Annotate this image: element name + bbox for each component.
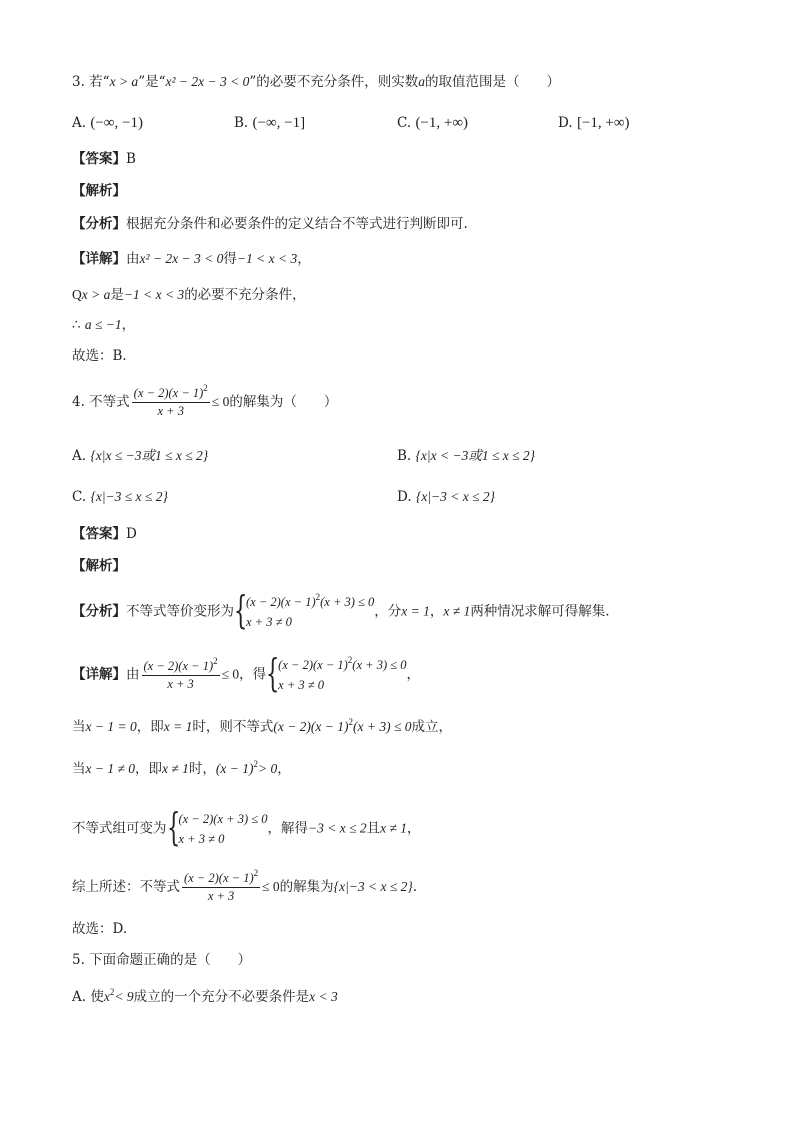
q4-prefix: 4. 不等式: [72, 394, 130, 410]
text: 得: [223, 251, 237, 267]
q4-fraction-2: [142, 655, 220, 693]
option-value: {x|−3 < x ≤ 2}: [415, 489, 496, 504]
q3-conclusion: [72, 346, 136, 366]
text: 成立，: [411, 719, 453, 735]
text: 不等式等价变形为: [126, 603, 234, 620]
math: x = 1: [163, 719, 193, 734]
q3-option-d: [558, 113, 630, 133]
q3-tail: 的取值范围是（ ）: [425, 74, 561, 90]
q3-mid: ”是“: [138, 74, 166, 90]
q3-step2: [72, 285, 306, 305]
answer-value: D: [126, 526, 137, 542]
q3-answer: [72, 149, 136, 169]
q5-stem: [72, 950, 251, 970]
q3-step3: [72, 315, 135, 335]
math: (x − 2)(x − 1): [273, 719, 349, 734]
q3-analysis-tag: [72, 181, 126, 201]
text: A. 使: [72, 989, 104, 1005]
answer-value: B: [126, 151, 136, 167]
analysis-label: 【解析】: [72, 558, 126, 574]
answer-tag: 【答案】: [72, 526, 126, 542]
q4-system-1: { $(x - 2)(x - 1)^2(x + 3) \le 0$ x + 3 ≠ 0: [234, 588, 375, 632]
math: (x + 3) ≤ 0: [320, 595, 375, 609]
denominator: x + 3: [167, 676, 194, 691]
q3-condition-1: x > a: [109, 74, 139, 89]
math: x ≠ 1: [443, 603, 471, 619]
text: ，: [277, 761, 291, 777]
answer-tag: 【答案】: [72, 151, 126, 167]
text: 的必要不充分条件，: [184, 287, 306, 303]
math: −1 < x < 3: [236, 251, 298, 266]
option-letter: D.: [558, 115, 573, 131]
q4-system-3: { (x − 2)(x + 3) ≤ 0 x + 3 ≠ 0: [166, 805, 268, 849]
math: x ≠ 1: [162, 761, 189, 776]
q3-var: a: [418, 74, 426, 89]
option-value: (−∞, −1): [90, 115, 143, 131]
relation: ≤ 0: [262, 879, 280, 894]
q3-prefix: 3. 若“: [72, 74, 110, 90]
q4-analysis-tag: [72, 556, 126, 576]
text: 由: [126, 251, 140, 267]
exponent: 2: [109, 987, 115, 997]
math: x + 3 ≠ 0: [278, 678, 325, 692]
q5-option-a: [72, 987, 338, 1007]
fenxi-label: 【分析】: [72, 603, 126, 620]
exponent: 2: [203, 383, 208, 393]
text: ，即: [136, 719, 164, 735]
q4-option-d: [397, 487, 495, 507]
denominator: x + 3: [207, 889, 235, 903]
q4-suffix: 的解集为（ ）: [229, 394, 338, 410]
text: ，解得: [267, 820, 308, 837]
text: 是: [110, 287, 124, 303]
numerator: (x − 2)(x − 1): [184, 871, 254, 885]
q3-xiangjie: [72, 249, 311, 269]
text: 时，则不等式: [192, 719, 274, 735]
q5-title: 5. 下面命题正确的是（ ）: [72, 952, 252, 968]
option-value: (−∞, −1]: [252, 115, 306, 131]
math: −1 < x < 3: [123, 287, 185, 302]
option-value: {x|−3 ≤ x ≤ 2}: [90, 489, 168, 504]
relation: ≤ 0: [211, 394, 230, 409]
xiangjie-label: 【详解】: [72, 666, 126, 683]
q4-fenxi: [72, 588, 610, 632]
q4-xiangjie: [72, 651, 420, 695]
therefore-symbol: ∴: [72, 317, 81, 332]
numerator: (x − 2)(x − 1): [143, 658, 214, 673]
math: (x − 2)(x − 1): [278, 658, 348, 672]
option-value: (−1, +∞): [415, 115, 469, 131]
option-letter: C.: [397, 115, 412, 131]
math: (x + 3) ≤ 0: [352, 658, 407, 672]
math: < 9: [114, 989, 134, 1004]
q3-fenxi: [72, 214, 468, 234]
text: 综上所述：不等式: [72, 879, 180, 895]
text: ，: [121, 317, 136, 333]
math: x + 3 ≠ 0: [246, 615, 292, 629]
math: x: [103, 989, 110, 1004]
exponent: 2: [253, 759, 259, 769]
text: .: [412, 879, 418, 895]
q4-option-b: [397, 446, 535, 466]
math: x + 3 ≠ 0: [178, 832, 225, 846]
fenxi-label: 【分析】: [72, 216, 126, 232]
option-letter: A.: [72, 115, 87, 131]
q4-conclusion: [72, 919, 127, 939]
math: > 0: [258, 761, 278, 776]
q3-option-c: [397, 113, 468, 133]
math: x − 1 = 0: [85, 719, 137, 734]
q4-case-2: [72, 759, 291, 779]
math: x < 3: [309, 989, 338, 1004]
option-letter: B.: [234, 115, 249, 131]
analysis-label: 【解析】: [72, 183, 126, 199]
text: ，得: [239, 666, 267, 683]
q3-condition-2: x² − 2x − 3 < 0: [165, 74, 250, 89]
text: 当: [72, 719, 86, 735]
q4-system-2: { $(x - 2)(x - 1)^2(x + 3) \le 0$ x + 3 ≠ 0: [266, 651, 407, 695]
q4-option-c: [72, 487, 168, 507]
math: x ≠ 1: [380, 820, 408, 836]
option-letter: C.: [72, 489, 87, 505]
option-letter: D.: [397, 489, 412, 505]
option-letter: B.: [397, 448, 412, 464]
text: 时，: [188, 761, 216, 777]
q3-option-a: [72, 113, 143, 133]
math: x² − 2x − 3 < 0: [139, 251, 224, 266]
text: 成立的一个充分不必要条件是: [133, 989, 310, 1005]
exponent: 2: [348, 717, 354, 727]
option-value: {x|x ≤ −3或1 ≤ x ≤ 2}: [90, 448, 209, 463]
math: x − 1 ≠ 0: [85, 761, 136, 776]
text: 的解集为: [279, 879, 334, 895]
exponent: 2: [213, 655, 218, 666]
text: ，即: [135, 761, 163, 777]
text: ，: [406, 666, 420, 683]
exponent: 2: [347, 655, 353, 665]
text: ，分: [374, 603, 402, 620]
exponent: 2: [253, 868, 259, 878]
exponent: 2: [315, 592, 321, 602]
q4-option-a: [72, 446, 208, 466]
math: x > a: [81, 287, 111, 302]
text: 两种情况求解可得解集.: [470, 603, 610, 620]
q3-suffix: ”的必要不充分条件，则实数: [249, 74, 419, 90]
q4-fraction-3: [182, 870, 260, 905]
math: a ≤ −1: [84, 317, 122, 332]
option-value: {x|x < −3或1 ≤ x ≤ 2}: [415, 448, 536, 463]
math: {x|−3 < x ≤ 2}: [333, 879, 413, 894]
text: ，: [297, 251, 311, 267]
q3-option-b: [234, 113, 305, 133]
text: ，: [407, 820, 421, 837]
q3-stem: [72, 72, 560, 92]
text: 由: [126, 666, 140, 683]
numerator: (x − 2)(x − 1): [133, 386, 204, 400]
denominator: x + 3: [157, 404, 184, 418]
q4-summary: [72, 870, 417, 905]
option-value: [−1, +∞): [576, 115, 630, 131]
q4-case-1: [72, 717, 452, 737]
text: 且: [366, 820, 381, 837]
q4-fraction: [132, 385, 210, 420]
text: 不等式组可变为: [72, 820, 167, 837]
option-letter: A.: [72, 448, 87, 464]
conclusion-text: 故选：D.: [72, 921, 128, 937]
math: (x − 1): [215, 761, 254, 776]
text: 当: [72, 761, 86, 777]
q4-answer: [72, 524, 137, 544]
q4-stem: [72, 385, 337, 420]
symbol: Q: [72, 287, 82, 302]
math: (x + 3) ≤ 0: [353, 719, 412, 734]
math: −3 < x ≤ 2: [307, 820, 367, 836]
q4-system-step: [72, 805, 421, 849]
text: ，: [429, 603, 444, 620]
math: x = 1: [401, 603, 430, 619]
math: (x − 2)(x − 1): [246, 595, 316, 609]
relation: ≤ 0: [221, 666, 240, 682]
fenxi-text: 根据充分条件和必要条件的定义结合不等式进行判断即可.: [126, 216, 468, 232]
conclusion-text: 故选：B．: [72, 348, 136, 364]
math: (x − 2)(x + 3) ≤ 0: [178, 812, 268, 826]
xiangjie-label: 【详解】: [72, 251, 126, 267]
